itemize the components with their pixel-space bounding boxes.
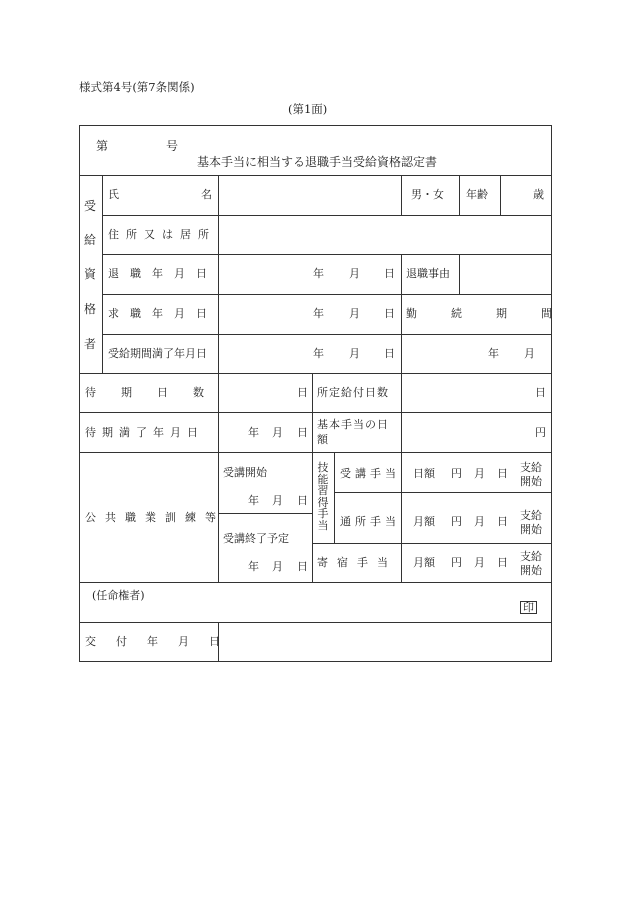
- prescribed-days-unit: 日: [535, 386, 546, 399]
- age-unit: 歳: [533, 188, 544, 201]
- job-application-year: 年: [313, 307, 324, 320]
- waiting-end-date-label: 待期満了年月日: [85, 426, 204, 439]
- job-application-month: 月: [349, 307, 360, 320]
- recipient-side-char: 格: [84, 302, 97, 316]
- retirement-reason-field[interactable]: [460, 255, 552, 294]
- page-number-label: (第1面): [288, 102, 328, 116]
- training-start-day: 日: [297, 494, 308, 507]
- recipient-side-char: 受: [84, 199, 97, 213]
- certificate-number-suffix: 号: [166, 139, 179, 153]
- training-start-month: 月: [272, 494, 283, 507]
- allowance-day: 日: [497, 515, 508, 528]
- training-end-month: 月: [272, 560, 283, 573]
- allowance-month: 月: [474, 467, 485, 480]
- allowance-basis: 月額: [413, 515, 435, 528]
- seal-mark: 印: [520, 601, 537, 614]
- service-period-months: 月: [524, 347, 535, 360]
- retirement-reason-label: 退職事由: [406, 267, 450, 280]
- payment-start-label: 支給 開始: [520, 461, 542, 489]
- certificate-number-prefix: 第: [96, 139, 109, 153]
- allowance-basis: 日額: [413, 467, 435, 480]
- prescribed-days-label: 所定給付日数: [317, 386, 389, 399]
- allowance-yen: 円: [451, 467, 462, 480]
- recipient-side-char: 者: [84, 337, 97, 351]
- waiting-end-month: 月: [272, 426, 283, 439]
- retirement-date-month: 月: [349, 267, 360, 280]
- waiting-days-unit: 日: [297, 386, 308, 399]
- benefit-end-year: 年: [313, 347, 324, 360]
- benefit-end-day: 日: [384, 347, 395, 360]
- certificate-title: 基本手当に相当する退職手当受給資格認定書: [197, 155, 438, 169]
- benefit-period-end-label: 受給期間満了年月日: [108, 347, 207, 360]
- daily-amount-label: 基本手当の日額: [317, 418, 389, 446]
- waiting-days-label: 待期日数: [85, 386, 229, 399]
- age-label: 年齢: [466, 188, 488, 201]
- skill-allowance-char: 能: [317, 472, 329, 486]
- training-end-year: 年: [248, 560, 259, 573]
- retirement-date-label: 退職年月日: [108, 267, 218, 280]
- address-label: 住所又は居所: [108, 228, 216, 241]
- job-application-date-label: 求職年月日: [108, 307, 218, 320]
- address-field[interactable]: [219, 216, 552, 254]
- training-start-year: 年: [248, 494, 259, 507]
- recipient-side-char: 資: [84, 267, 97, 281]
- allowance-name: 寄宿手当: [317, 556, 397, 569]
- allowance-name: 通所手当: [340, 515, 400, 528]
- service-period-label: 勤続期間: [406, 307, 586, 320]
- waiting-end-day: 日: [297, 426, 308, 439]
- job-application-day: 日: [384, 307, 395, 320]
- benefit-end-month: 月: [349, 347, 360, 360]
- skill-allowance-char: 得: [317, 495, 329, 509]
- allowance-yen: 円: [451, 515, 462, 528]
- waiting-end-year: 年: [248, 426, 259, 439]
- skill-allowance-char: 当: [317, 518, 329, 532]
- allowance-month: 月: [474, 556, 485, 569]
- skill-allowance-char: 手: [317, 507, 329, 521]
- payment-start-label: 支給 開始: [520, 550, 542, 578]
- training-end-label: 受講終了予定: [223, 532, 289, 545]
- issue-date-label: 交付年月日: [85, 635, 240, 648]
- skill-allowance-char: 習: [317, 484, 329, 498]
- name-label-char: 氏: [108, 188, 119, 201]
- name-label-char: 名: [201, 188, 212, 201]
- retirement-date-day: 日: [384, 267, 395, 280]
- vocational-training-label: 公共職業訓練等: [85, 511, 225, 524]
- appointer-label: (任命権者): [92, 589, 145, 602]
- payment-start-label: 支給 開始: [520, 509, 542, 537]
- skill-allowance-char: 技: [317, 461, 329, 474]
- training-start-label: 受講開始: [223, 466, 267, 479]
- service-period-years: 年: [488, 347, 499, 360]
- sex-selector[interactable]: 男・女: [411, 188, 444, 201]
- training-end-day: 日: [297, 560, 308, 573]
- name-label: [108, 189, 212, 200]
- recipient-side-char: 給: [84, 233, 97, 247]
- skill-allowance-label: [317, 462, 329, 531]
- issue-date-field[interactable]: [219, 623, 552, 662]
- allowance-day: 日: [497, 467, 508, 480]
- allowance-day: 日: [497, 556, 508, 569]
- allowance-basis: 月額: [413, 556, 435, 569]
- allowance-month: 月: [474, 515, 485, 528]
- name-field[interactable]: [219, 176, 401, 215]
- daily-amount-unit: 円: [535, 426, 546, 439]
- retirement-date-year: 年: [313, 267, 324, 280]
- allowance-name: 受講手当: [340, 467, 400, 480]
- allowance-yen: 円: [451, 556, 462, 569]
- form-number-label: 様式第4号(第7条関係): [79, 80, 195, 94]
